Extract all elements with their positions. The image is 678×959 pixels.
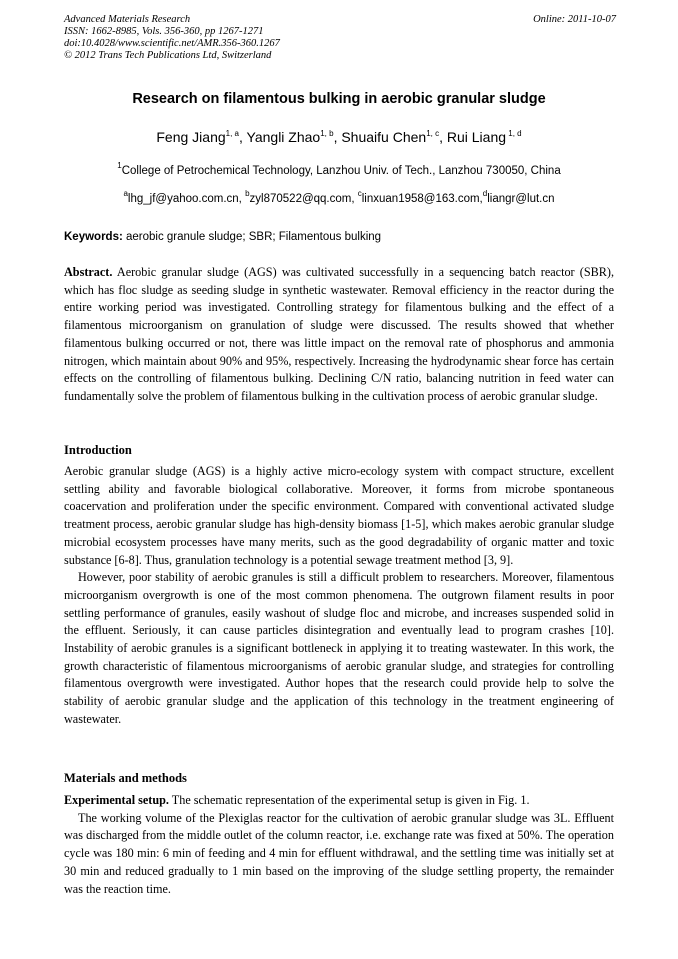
paragraph: The working volume of the Plexiglas reactor for the cultivation of aerobic granular sludge was 3L. Effluent was discharged from the middle outlet of the column reactor, i.e. exchange rate was fixed at 50%. The operation cycle was 180 min: 6 min of feeding and 4 min for effluent withdrawal, and the settling time was initially set at 30 min and reduced gradually to 1 min based on the improving of the sludge settling property, the remainder was the reaction time.: [64, 810, 614, 896]
author-affiliation-sup: 1, b: [320, 129, 334, 138]
author-name: Shuaifu Chen: [341, 129, 427, 145]
email-sup: d: [482, 189, 488, 198]
email-sup: b: [245, 189, 250, 198]
email-sup: a: [123, 189, 128, 198]
author-name: Feng Jiang: [156, 129, 226, 145]
abstract: [64, 264, 614, 406]
experimental-setup-text: The schematic representation of the experimental setup is given in Fig. 1.: [168, 793, 530, 807]
doi-line: doi:10.4028/www.scientific.net/AMR.356-360.1267: [64, 38, 280, 49]
keywords: [64, 231, 616, 243]
paragraph: Aerobic granular sludge (AGS) is a highly active micro-ecology system with compact structure, excellent settling ability and favorable biological collaborative. Moreover, it forms from microbe spontaneous coacervation and proliferation under the specific environment. Compared with conventional activated sludge treatment process, aerobic granular sludge has high-density biomass [1-5], which makes aerobic granular sludge microbial ecosystem processes have many merits, such as the good degradability of organic matter and toxic substance [6-8]. Thus, granulation technology is a potential sewage treatment method [3, 9].: [64, 464, 614, 567]
author-affiliation-sup: 1, d: [506, 129, 522, 138]
paragraph: [64, 792, 614, 810]
methods-heading: Materials and methods: [64, 771, 187, 785]
email-link[interactable]: lhg_jf@yahoo.com.cn,: [127, 193, 246, 205]
affiliation-text: College of Petrochemical Technology, Lanzhou Univ. of Tech., Lanzhou 730050, China: [121, 165, 561, 177]
online-date: Online: 2011-10-07: [533, 14, 616, 25]
email-link[interactable]: linxuan1958@163.com,: [361, 193, 483, 205]
journal-header: [64, 14, 616, 62]
author-affiliation-sup: 1, a: [225, 129, 239, 138]
author-list: [0, 129, 678, 145]
abstract-label: Abstract.: [64, 265, 113, 279]
paper-title: Research on filamentous bulking in aerobic granular sludge: [132, 91, 546, 107]
author-separator: ,: [439, 129, 447, 145]
author-name: Yangli Zhao: [246, 129, 321, 145]
paragraph: However, poor stability of aerobic granules is still a difficult problem to researchers. Moreover, filamentous microorganism overgrowth is one of the most common phenomena. The outgrown filament results in poor settling performance of granules, easily washout of sludge floc and microbe, and increases suspended solid in the effluent. Seriously, it can cause particles disintegration and eventually lead to program crashes [10]. Instability of aerobic granules is a significant bottleneck in applying it to treating wastewater. In this work, the growth characteristic of filamentous microorganisms of aerobic granular sludge, and strategies for controlling filamentous overgrowth were investigated. Author hopes that the research could provide help to solve the stability of aerobic granular sludge and the application of this technology in the treatment engineering of wastewater.: [64, 570, 614, 726]
experimental-setup-label: Experimental setup.: [64, 793, 169, 807]
keywords-text: aerobic granule sludge; SBR; Filamentous bulking: [122, 231, 382, 243]
author-affiliation-sup: 1, c: [426, 129, 440, 138]
introduction-body: [64, 463, 614, 729]
author-emails: [0, 189, 678, 205]
methods-body: [64, 792, 614, 898]
keywords-label: Keywords:: [64, 231, 123, 243]
email-sup: c: [357, 189, 362, 198]
author-separator: ,: [239, 129, 247, 145]
email-link[interactable]: liangr@lut.cn: [487, 193, 555, 205]
copyright-line: © 2012 Trans Tech Publications Ltd, Switzerland: [64, 50, 272, 61]
abstract-text: Aerobic granular sludge (AGS) was cultivated successfully in a sequencing batch reactor (SBR), which has floc sludge as seeding sludge in synthetic wastewater. Removal efficiency in the reactor during the entire working period was investigated. Controlling strategy for filamentous bulking and the effect of a filamentous microorganism on granulation of sludge were discussed. The results showed that whether filamentous bulking occurred or not, there was little impact on the removal rate of phosphorus and ammonia nitrogen, which maintain about 90% and 95%, respectively. Increasing the hydrodynamic shear force has certain effects on the controlling of filamentous bulking. Declining C/N ratio, balancing nutrition in feed water can fundamentally solve the problem of filamentous bulking in the cultivation process of aerobic granular sludge.: [64, 265, 614, 403]
author-name: Rui Liang: [446, 129, 507, 145]
affiliation: [0, 161, 678, 177]
journal-name: Advanced Materials Research: [64, 14, 191, 25]
author-separator: ,: [333, 129, 342, 145]
issn-line: ISSN: 1662-8985, Vols. 356-360, pp 1267-1271: [64, 26, 264, 37]
email-link[interactable]: zyl870522@qq.com,: [249, 193, 358, 205]
affiliation-sup: 1: [117, 161, 122, 170]
introduction-heading: Introduction: [64, 443, 132, 457]
